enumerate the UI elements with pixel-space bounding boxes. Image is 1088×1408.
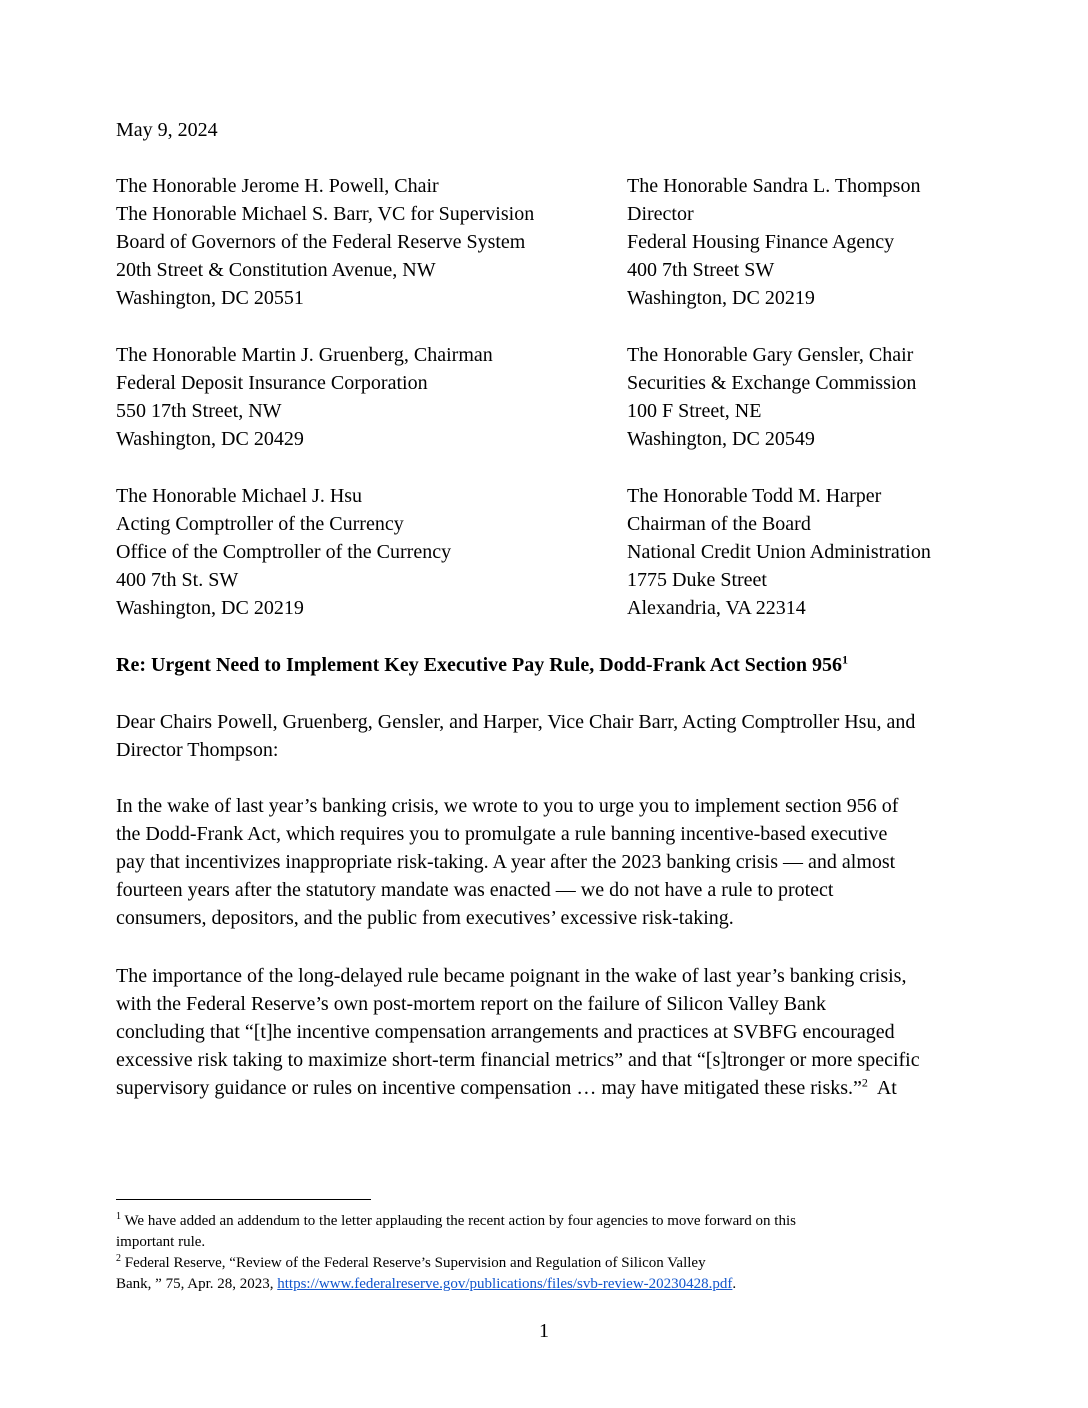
addressee-federal-reserve [116,172,534,312]
paragraph-text: supervisory guidance or rules on incentive compensation … may have mitigated these risks.” [116,1077,862,1099]
address-line: Office of the Comptroller of the Currency [116,541,452,563]
footnote-2-continued [116,1274,976,1295]
addressee-ncua [627,482,931,622]
footnote-ref-1: 1 [842,652,849,667]
address-line: 400 7th St. SW [116,569,239,591]
address-line: 550 17th Street, NW [116,400,282,422]
footnote-text: . [732,1276,737,1292]
paragraph-line: excessive risk taking to maximize short-term financial metrics” and that “[s]tronger or more specific [116,1049,920,1071]
footnotes [116,1211,976,1295]
address-line: The Honorable Michael S. Barr, VC for Supervision [116,203,535,225]
subject-line [116,651,848,679]
footnote-text: Federal Reserve, “Review of the Federal Reserve’s Supervision and Regulation of Silicon Valley [121,1255,706,1271]
footnote-text: Bank, ” 75, Apr. 28, 2023, [116,1276,278,1292]
address-line: Director [627,203,694,225]
footnote-text: We have added an addendum to the letter applauding the recent action by four agencies to move forward on this [121,1213,796,1229]
address-line: 400 7th Street SW [627,259,775,281]
address-line: The Honorable Todd M. Harper [627,485,882,507]
addressee-fdic [116,341,493,453]
paragraph-line: the Dodd-Frank Act, which requires you to promulgate a rule banning incentive-based executive [116,823,888,845]
paragraph-line: consumers, depositors, and the public from executives’ excessive risk-taking. [116,907,734,929]
address-line: Federal Housing Finance Agency [627,231,895,253]
paragraph-line: with the Federal Reserve’s own post-mortem report on the failure of Silicon Valley Bank [116,993,827,1015]
footnote-divider [116,1199,371,1200]
addressee-sec [627,341,916,453]
address-line: 1775 Duke Street [627,569,767,591]
address-line: The Honorable Martin J. Gruenberg, Chairman [116,344,493,366]
address-line: National Credit Union Administration [627,541,931,563]
paragraph-line: fourteen years after the statutory mandate was enacted — we do not have a rule to protect [116,879,834,901]
footnote-2 [116,1253,976,1274]
address-line: Washington, DC 20549 [627,428,815,450]
address-line: The Honorable Gary Gensler, Chair [627,344,914,366]
letter-date: May 9, 2024 [116,119,218,141]
address-line: 100 F Street, NE [627,400,762,422]
address-line: Washington, DC 20551 [116,287,304,309]
footnote-mark: 2 [116,1253,121,1264]
address-line: Washington, DC 20219 [116,597,304,619]
address-line: Federal Deposit Insurance Corporation [116,372,428,394]
address-line: Securities & Exchange Commission [627,372,917,394]
address-line: The Honorable Jerome H. Powell, Chair [116,175,439,197]
address-line: Acting Comptroller of the Currency [116,513,404,535]
address-line: 20th Street & Constitution Avenue, NW [116,259,436,281]
svb-review-link[interactable]: https://www.federalreserve.gov/publications/files/svb-review-20230428.pdf [277,1276,733,1292]
addressee-fhfa [627,172,920,312]
paragraph-line [116,1074,978,1102]
salutation-line: Dear Chairs Powell, Gruenberg, Gensler, and Harper, Vice Chair Barr, Acting Comptroller Hsu, and [116,711,916,733]
salutation-line: Director Thompson: [116,739,279,761]
page-number: 1 [539,1320,549,1342]
paragraph-line: In the wake of last year’s banking crisis, we wrote to you to urge you to implement section 956 of [116,795,899,817]
address-line: Alexandria, VA 22314 [627,597,806,619]
address-line: Chairman of the Board [627,513,811,535]
body-paragraph-2 [116,962,978,1102]
address-line: Washington, DC 20429 [116,428,304,450]
footnote-1 [116,1211,976,1232]
body-paragraph-1 [116,792,978,932]
address-line: Board of Governors of the Federal Reserve System [116,231,526,253]
paragraph-text: At [867,1077,897,1099]
address-line: The Honorable Sandra L. Thompson [627,175,921,197]
footnote-mark: 1 [116,1211,121,1222]
addressee-occ [116,482,451,622]
footnote-1-continued: important rule. [116,1234,206,1250]
footnote-ref-2: 2 [861,1075,868,1090]
paragraph-line: concluding that “[t]he incentive compensation arrangements and practices at SVBFG encouraged [116,1021,895,1043]
paragraph-line: The importance of the long-delayed rule became poignant in the wake of last year’s banking crisis, [116,965,907,987]
salutation [116,708,978,764]
address-line: Washington, DC 20219 [627,287,815,309]
subject-text: Re: Urgent Need to Implement Key Executive Pay Rule, Dodd-Frank Act Section 956 [116,654,843,676]
paragraph-line: pay that incentivizes inappropriate risk-taking. A year after the 2023 banking crisis — and almost [116,851,896,873]
address-line: The Honorable Michael J. Hsu [116,485,363,507]
